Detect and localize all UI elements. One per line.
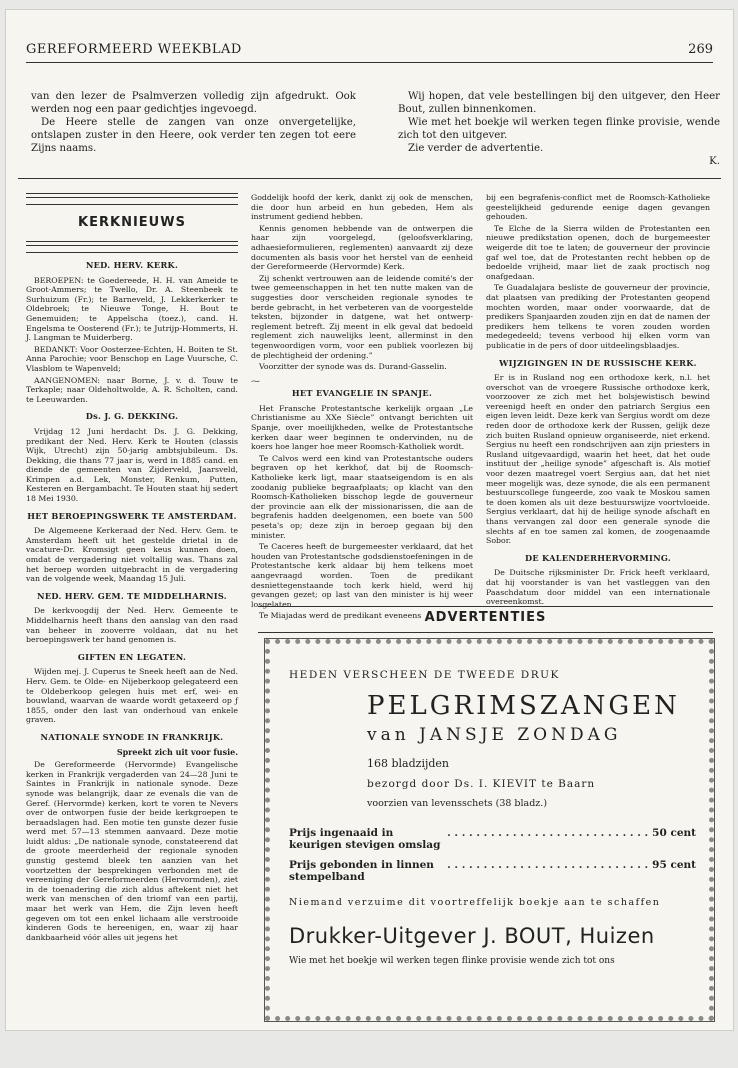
section-heading: NED. HERV. KERK. xyxy=(85,260,179,270)
ad-announcement: HEDEN VERSCHEEN DE TWEEDE DRUK xyxy=(289,669,560,681)
article-text: Wijden mej. J. Cuperus te Sneek heeft aan de Ned. Herv. Gem. te Olde- en Nijeberkoop gelegateerd een te Oldeberkoop gelegen huis met erf, wei- en bouwland, waarvan de waarde wordt getaxeerd op ƒ 1855, onder den last van onderhoud van enkele graven. xyxy=(26,667,238,725)
top-right-paragraph: Zie verder de advertentie. xyxy=(408,143,544,154)
section-heading: NATIONALE SYNODE IN FRANKRIJK. xyxy=(40,731,224,742)
signature: K. xyxy=(709,156,720,167)
leader-dots: . . . . . . . . . . . . . . . . . . . . . . . . . . . . xyxy=(447,859,649,871)
article-text: De Algemeene Kerkeraad der Ned. Herv. Gem. te Amsterdam heeft uit het gestelde drietal in de vacature-Dr. Kromsigt geen keus kunnen doen, omdat de vergadering niet voltallig was. Thans zal het beroep worden uitgebracht in de vergadering van de volgende week, Maandag 15 Juli. xyxy=(26,526,238,584)
advertenties-header xyxy=(258,606,713,632)
top-left-paragraph: van den lezer de Psalmverzen volledig zijn afgedrukt. Ook werden nog een paar gedichtjes ingevoegd. xyxy=(31,91,356,115)
article-text: bij een begrafenis-conflict met de Roomsch-Katholieke geestelijkheid gedurende eenige dagen gevangen gehouden. xyxy=(486,193,710,222)
advertenties-title: ADVERTENTIES xyxy=(424,610,547,625)
ad-content xyxy=(289,659,696,966)
article-text: Vrijdag 12 Juni herdacht Ds. J. G. Dekking, predikant der Ned. Herv. Kerk te Houten (classis Wijk, Utrecht) zijn 50-jarig ambtsjubileum. Ds. Dekking, die thans 77 jaar is, werd in 1885 cand. en diende de gemeenten van Zijderveld, Jaarsveld, Krimpen a.d. Lek, Monster, Renkum, Putten, Kesteren en Bergambacht. Te Houten staat hij sedert 18 Mei 1930. xyxy=(26,426,238,504)
article-text: Te Calvos werd een kind van Protestantsche ouders begraven op het kerkhof, dat bij de Roomsch-Katholieke kerk ligt, maar staatseigendom is en als zoodanig publieke begraafplaats; op klacht van den Roomsch-Katholieken bisschop legde de gouverneur der provincie aan elk der missionarissen, die aan de begrafenis hadden deelgenomen, een boete van 500 peseta's op; deze zijn in beroep gegaan bij den minister. xyxy=(251,453,473,540)
ad-bio: voorzien van levensschets (38 bladz.) xyxy=(367,798,548,809)
rule xyxy=(258,632,713,633)
kerknieuws-title: KERKNIEUWS xyxy=(78,215,186,230)
ad-editor: bezorgd door Ds. I. KIEVIT te Baarn xyxy=(367,778,596,790)
top-right-paragraph: Wie met het boekje wil werken tegen flinke provisie, wende zich tot den uitgever. xyxy=(398,117,720,141)
column-3 xyxy=(486,193,710,607)
column-1 xyxy=(26,193,238,1035)
article-text: Het Fransche Protestantsche kerkelijk orgaan „Le Christianisme au XXe Siècle” ontvangt berichten uit Spanje, over moeilijkheden, welke de Protestantsche kerken daar weer beginnen te ondervinden, nu de koers hoe langer hoe meer Roomsch-Katholiek wordt. xyxy=(251,403,473,452)
article-text: Er is in Rusland nog een orthodoxe kerk, n.l. het overschot van de vroegere Russische orthodoxe kerk, voorzoover ze zich met het bolsjewistisch bewind vereenigd heeft en onder den patriarch Sergius een eigen leven leidt. Deze kerk van Sergius wordt om deze reden door de orthodoxe kerk der Russen, gelijk deze zich buiten Rusland opnieuw organiseerde, niet erkend. Sergius nu heeft een rondschrijven aan zijn priesters in Rusland uitgevaardigd, waarin het heet, dat het oude instituut der „heilige synode” afgeschaft is. Als motief voor dezen maatregel voert Sergius aan, dat het niet meer mogelijk was, deze synode, die als een permanent bestuurscollege fungeerde, zoo vaak te Moskou samen te doen komen als uit deze bestuurswijze voortvloeide. Sergius verklaart, dat hij de heilige synode afschaft en thans vervangen zal door een generale synode die slechts af en toe samen zal komen, de zoogenaamde Sobor. xyxy=(486,373,710,546)
double-rule xyxy=(26,193,238,205)
section-divider xyxy=(18,178,721,179)
article-text: AANGENOMEN: naar Borne, J. v. d. Touw te Terkaple; naar Oldeholtwolde, A. R. Scholten, cand. te Leeuwarden. xyxy=(26,375,238,404)
rule xyxy=(258,606,713,607)
article-text: Kennis genomen hebbende van de ontwerpen die haar zijn voorgelegd, (geloofsverklaring, adhaesieformulieren, reglementen) aanvaardt zij deze documenten als basis voor het herstel van de eenheid der Gereformeerde (Hervormde) Kerk. xyxy=(251,223,473,272)
book-advertisement xyxy=(264,638,715,1022)
section-subheading: Spreekt zich uit voor fusie. xyxy=(116,746,238,757)
article-text: Voorzitter der synode was ds. Durand-Gasselin. xyxy=(259,362,447,372)
publication-title: GEREFORMEERD WEEKBLAD xyxy=(26,42,242,57)
section-heading: NED. HERV. GEM. TE MIDDELHARNIS. xyxy=(37,590,227,601)
article-text: De Duitsche rijksminister Dr. Frick heeft verklaard, dat hij voorstander is van het vastleggen van den Paaschdatum door middel van een internationale overeenkomst. xyxy=(486,568,710,607)
double-rule xyxy=(26,241,238,253)
price-value: 95 cent xyxy=(652,859,696,871)
section-heading: HET BEROEPINGSWERK TE AMSTERDAM. xyxy=(27,510,237,521)
page-number: 269 xyxy=(688,42,713,57)
price-value: 50 cent xyxy=(652,827,696,839)
ad-publisher: Drukker-Uitgever J. BOUT, Huizen xyxy=(289,924,655,948)
top-right-paragraph: Wij hopen, dat vele bestellingen bij den uitgever, den Heer Bout, zullen binnenkomen. xyxy=(398,91,720,115)
section-heading: WIJZIGINGEN IN DE RUSSISCHE KERK. xyxy=(499,357,697,368)
top-right-column xyxy=(398,90,720,168)
top-left-column xyxy=(31,90,356,155)
article-text: BEROEPEN: te Goedereede, H. H. van Ameide te Groot-Ammers; te Twello, Dr. A. Steenbeek te Surhuizum (Fr.); te Barneveld, J. Lekkerkerker te Oldebroek; te Nieuwe Tonge, H. Bout te Genemuiden; te Appelscha (toez.), cand. H. Engelsma te Oosterend (Fr.); te Jutrijp-Hommerts, H. J. Langman te Muiderberg. xyxy=(26,275,238,343)
price-label: Prijs ingenaaid in keurigen stevigen omslag xyxy=(289,827,441,851)
price-label: Prijs gebonden in linnen stempelband xyxy=(289,859,434,883)
running-header xyxy=(26,40,713,63)
article-text: BEDANKT: Voor Oosterzee-Echten, H. Boiten te St. Anna Parochie; voor Benschop en Lage Vuursche, C. Vlasblom te Wapenveld; xyxy=(26,344,238,373)
article-text: Zij schenkt vertrouwen aan de leidende comité's der twee gemeenschappen in het ten nutte maken van de suggesties door verscheiden regionale synodes te berde gebracht, in het verbeteren van de voorgestelde teksten, bijzonder in datgene, wat het ontwerp-reglement betreft. Zij meent in elk geval dat bedoeld reglement zich nauwelijks leent, allerminst in den tegenwoordigen vorm, voor een publiek voorlezen bij de plechtigheid der ordening.” xyxy=(251,273,473,360)
section-heading: HET EVANGELIE IN SPANJE. xyxy=(291,388,433,399)
ad-pages: 168 bladzijden xyxy=(367,757,450,770)
leader-dots: . . . . . . . . . . . . . . . . . . . . . . . . . . . . xyxy=(447,827,649,839)
top-left-paragraph: De Heere stelle de zangen van onze onvergetelijke, ontslapen zuster in den Heere, ook verder ten zegen tot eere Zijns naams. xyxy=(31,117,356,154)
article-text: Te Miajadas werd de predikant eveneens xyxy=(259,611,422,621)
column-2 xyxy=(251,193,473,621)
ad-book-title: PELGRIMSZANGEN xyxy=(367,691,680,721)
price-line xyxy=(289,827,696,851)
article-text: De Gereformeerde (Hervormde) Evangelische kerken in Frankrijk vergaderden van 24—28 Juni te Saintes in Frankrijk in nationale synode. Deze synode was belangrijk, daar ze evenals die van de Geref. (Hervormde) kerken, kort te voren te Nevers over de ontworpen fusie der beide kerkgroepen te beraadslagen had. Een motie ten gunste dezer fusie werd met 57—13 stemmen aanvaard. Deze motie luidt aldus: „De nationale synode, constateerend dat de groote meerderheid der regionale synoden gunstig gestemd bleek ten aanzien van het voortzetten der besprekingen verbonden met de vereeniging der Gereformeerden (Hervormden), ziet in de toenadering die zich aldus aftekent niet het werk van menschen of den triomf van een partij, maar het werk van Hem, die Zijn leven heeft gegeven om tot een enkel lichaam alle verstrooide kinderen Gods te hereenigen, en, waar zij haar dankbaarheid vóór alles uit jegens het xyxy=(26,760,238,942)
article-text: Te Caceres heeft de burgemeester verklaard, dat het houden van Protestantsche godsdienstoefeningen in de Protestantsche kerk aldaar bij hem telkens moet aangevraagd worden. Toen de predikant desniettegenstaande toch kerk hield, werd hij gevangen gezet; op last van den minister is hij weer losgelaten. xyxy=(251,542,473,609)
article-text: De kerkvoogdij der Ned. Herv. Gemeente te Middelharnis heeft thans den aanslag van den raad van beheer in zooverre voldaan, dat nu het beroepingswerk ter hand genomen is. xyxy=(26,606,238,645)
ornament-icon: ⁓ xyxy=(251,376,260,387)
section-heading: DE KALENDERHERVORMING. xyxy=(524,552,672,563)
ad-author: van JANSJE ZONDAG xyxy=(367,725,622,745)
article-text: Te Guadalajara besliste de gouverneur der provincie, dat plaatsen van prediking der Protestanten geopend mochten worden, maar onder voorwaarde, dat de predikers Spanjaarden zouden zijn en dat de namen der predikers hem telkens te voren zouden worden medegedeeld; tevens verbood hij elken vorm van publicatie in de pers of door uitdeelingsblaadjes. xyxy=(486,283,710,350)
kerknieuws-header xyxy=(26,193,238,253)
article-text: Goddelijk hoofd der kerk, dankt zij ook de menschen, die door hun arbeid en hun gebeden, Hem als instrument gediend hebben. xyxy=(251,193,473,222)
section-heading: GIFTEN EN LEGATEN. xyxy=(77,651,187,662)
ad-provisie: Wie met het boekje wil werken tegen flinke provisie wende zich tot ons xyxy=(289,956,615,966)
price-line xyxy=(289,859,696,883)
article-text: Te Elche de la Sierra wilden de Protestanten een nieuwe predikstation openen, doch de burgemeester weigerde dit toe te laten; de gouverneur der provincie gaf wel toe, dat de Protestanten recht hebben op de bedoelde vrijheid, maar liet de zaak proctisch nog onafgedaan. xyxy=(486,223,710,281)
ad-note: Niemand verzuime dit voortreffelijk boekje aan te schaffen xyxy=(289,897,661,908)
newspaper-page xyxy=(6,10,733,1030)
section-heading: Ds. J. G. DEKKING. xyxy=(85,411,179,422)
